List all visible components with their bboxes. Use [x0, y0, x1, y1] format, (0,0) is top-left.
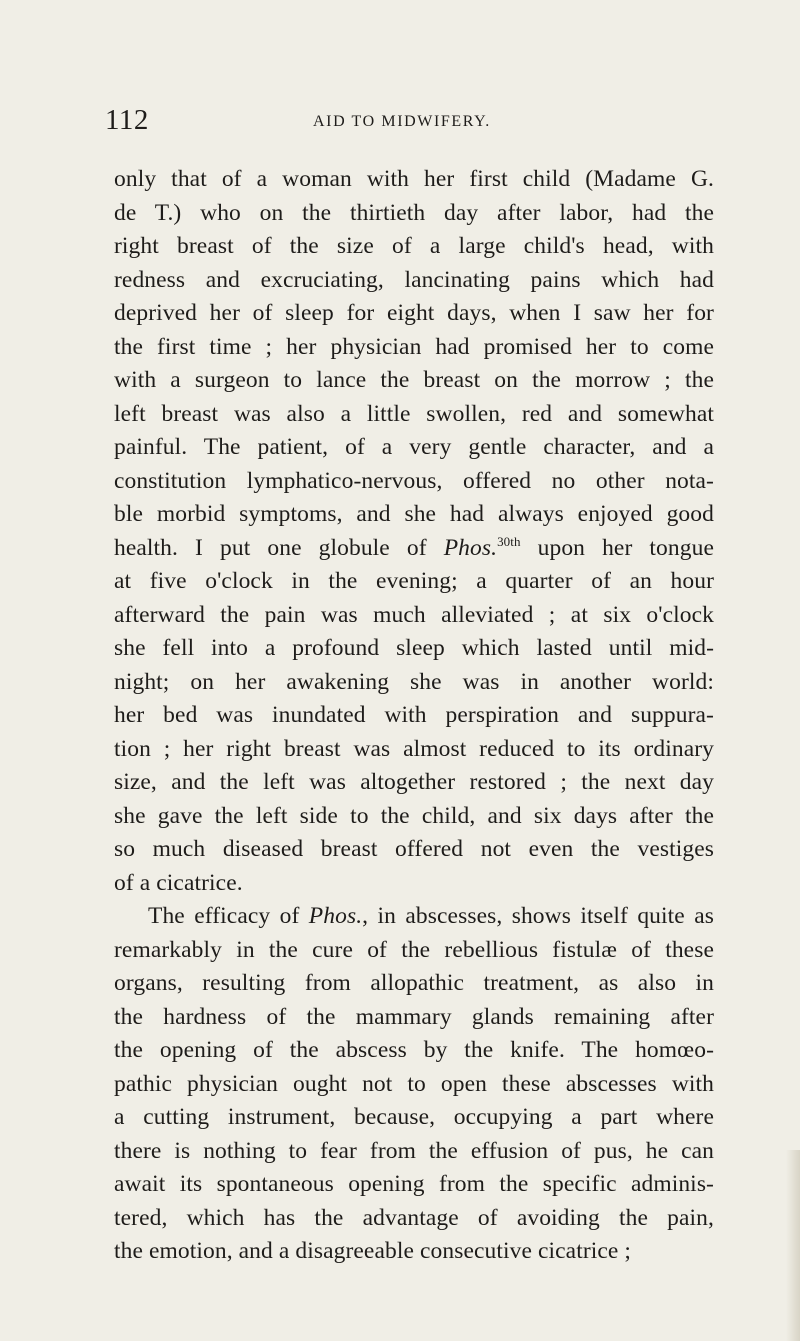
text-line: tion ; her right breast was almost reduced to its ordinary [114, 735, 714, 762]
text-line [114, 532, 714, 566]
text-segment: health. I put one globule of [114, 534, 444, 561]
text-line: afterward the pain was much alleviated ; at six o'clock [114, 601, 714, 628]
text-line: right breast of the size of a large child's head, with [114, 233, 714, 259]
text-line: redness and excruciating, lancinating pains which had [114, 266, 714, 293]
text-segment: The efficacy of [148, 903, 309, 929]
text-line: de T.) who on the thirtieth day after labor, had the [114, 199, 714, 226]
text-line: ble morbid symptoms, and she had always enjoyed good [114, 501, 714, 527]
dilution-superscript: 30th [497, 533, 521, 549]
text-line: deprived her of sleep for eight days, when I saw her for [114, 300, 714, 326]
text-line: the opening of the abscess by the knife. The homœo- [114, 1037, 714, 1063]
text-line: remarkably in the cure of the rebellious fistulæ of these [114, 936, 714, 963]
page-header [105, 103, 715, 143]
text-line [114, 900, 714, 934]
text-line: painful. The patient, of a very gentle character, and a [114, 434, 714, 460]
text-line: she fell into a profound sleep which lasted until mid- [114, 635, 714, 661]
remedy-name: Phos. [443, 534, 498, 561]
text-line: pathic physician ought not to open these abscesses with [114, 1070, 714, 1097]
text-line: at five o'clock in the evening; a quarter of an hour [114, 568, 714, 594]
text-line: the first time ; her physician had promised her to come [114, 333, 714, 360]
text-line: organs, resulting from allopathic treatment, as also in [114, 970, 714, 996]
text-line: there is nothing to fear from the effusion of pus, he can [114, 1137, 714, 1164]
text-line: of a cicatrice. [114, 869, 243, 896]
running-head: AID TO MIDWIFERY. [313, 113, 491, 130]
page-edge-shadow [786, 1150, 800, 1341]
text-line: only that of a woman with her first child (Madame G. [114, 166, 714, 192]
text-line: night; on her awakening she was in another world: [114, 668, 714, 695]
text-line: a cutting instrument, because, occupying a part where [114, 1104, 714, 1130]
text-line: size, and the left was altogether restored ; the next day [114, 769, 714, 795]
page-number: 112 [105, 104, 149, 136]
text-line: so much diseased breast offered not even the vestiges [114, 836, 714, 862]
text-line: left breast was also a little swollen, red and somewhat [114, 400, 714, 427]
body-text [114, 163, 714, 1269]
text-line: tered, which has the advantage of avoiding the pain, [114, 1204, 714, 1231]
text-segment: upon her tongue [520, 534, 714, 561]
text-line: the hardness of the mammary glands remaining after [114, 1003, 714, 1030]
text-line: the emotion, and a disagreeable consecutive cicatrice ; [114, 1238, 632, 1264]
text-line: with a surgeon to lance the breast on the morrow ; the [114, 367, 714, 393]
text-line: she gave the left side to the child, and six days after the [114, 802, 714, 829]
text-line: await its spontaneous opening from the specific adminis- [114, 1171, 714, 1197]
text-segment: , in abscesses, shows itself quite as [362, 903, 714, 929]
text-line: constitution lymphatico-nervous, offered no other nota- [114, 467, 714, 494]
remedy-name: Phos. [308, 903, 363, 929]
text-line: her bed was inundated with perspiration and suppura- [114, 702, 714, 728]
